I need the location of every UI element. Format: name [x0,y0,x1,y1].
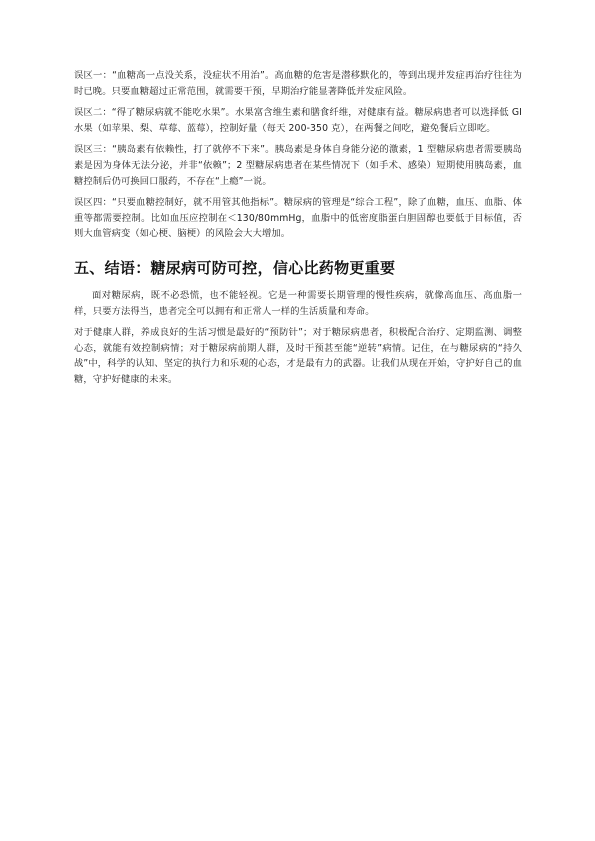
conclusion-paragraph-1: 面对糖尿病，既不必恐慌，也不能轻视。它是一种需要长期管理的慢性疾病，就像高血压、高血脂一样，只要方法得当，患者完全可以拥有和正常人一样的生活质量和寿命。 [74,289,522,317]
myth-paragraph-1: 误区一：“血糖高一点没关系，没症状不用治”。高血糖的危害是潜移默化的，等到出现并发症再治疗往往为时已晚。只要血糖超过正常范围，就需要干预，早期治疗能显著降低并发症风险。 [74,70,522,97]
document-content [74,68,522,394]
myth-paragraph-2: 误区二：“得了糖尿病就不能吃水果”。水果富含维生素和膳食纤维，对健康有益。糖尿病患者可以选择低 GI 水果（如苹果、梨、草莓、蓝莓），控制好量（每天 200-350 克），在两餐之间吃，避免餐后立即吃。 [74,107,522,134]
conclusion-paragraph-2: 对于健康人群，养成良好的生活习惯是最好的“预防针”；对于糖尿病患者，积极配合治疗、定期监测、调整心态，就能有效控制病情；对于糖尿病前期人群，及时干预甚至能“逆转”病情。记住，在与糖尿病的“持久战”中，科学的认知、坚定的执行力和乐观的心态，才是最有力的武器。让我们从现在开始，守护好自己的血糖，守护好健康的未来。 [74,327,522,385]
myth-paragraph-4: 误区四：“只要血糖控制好，就不用管其他指标”。糖尿病的管理是“综合工程”，除了血糖，血压、血脂、体重等都需要控制。比如血压应控制在＜130/80mmHg，血脂中的低密度脂蛋白胆固醇也要低于目标值，否则大血管病变（如心梗、脑梗）的风险会大大增加。 [74,197,522,240]
myth-paragraph-3: 误区三：“胰岛素有依赖性，打了就停不下来”。胰岛素是身体自身能分泌的激素，1 型糖尿病患者需要胰岛素是因为身体无法分泌，并非“依赖”；2 型糖尿病患者在某些情况下（如手术、感染）短期使用胰岛素，血糖控制后仍可换回口服药，不存在“上瘾”一说。 [74,144,522,187]
conclusion-heading: 五、结语：糖尿病可防可控，信心比药物更重要 [74,258,396,277]
